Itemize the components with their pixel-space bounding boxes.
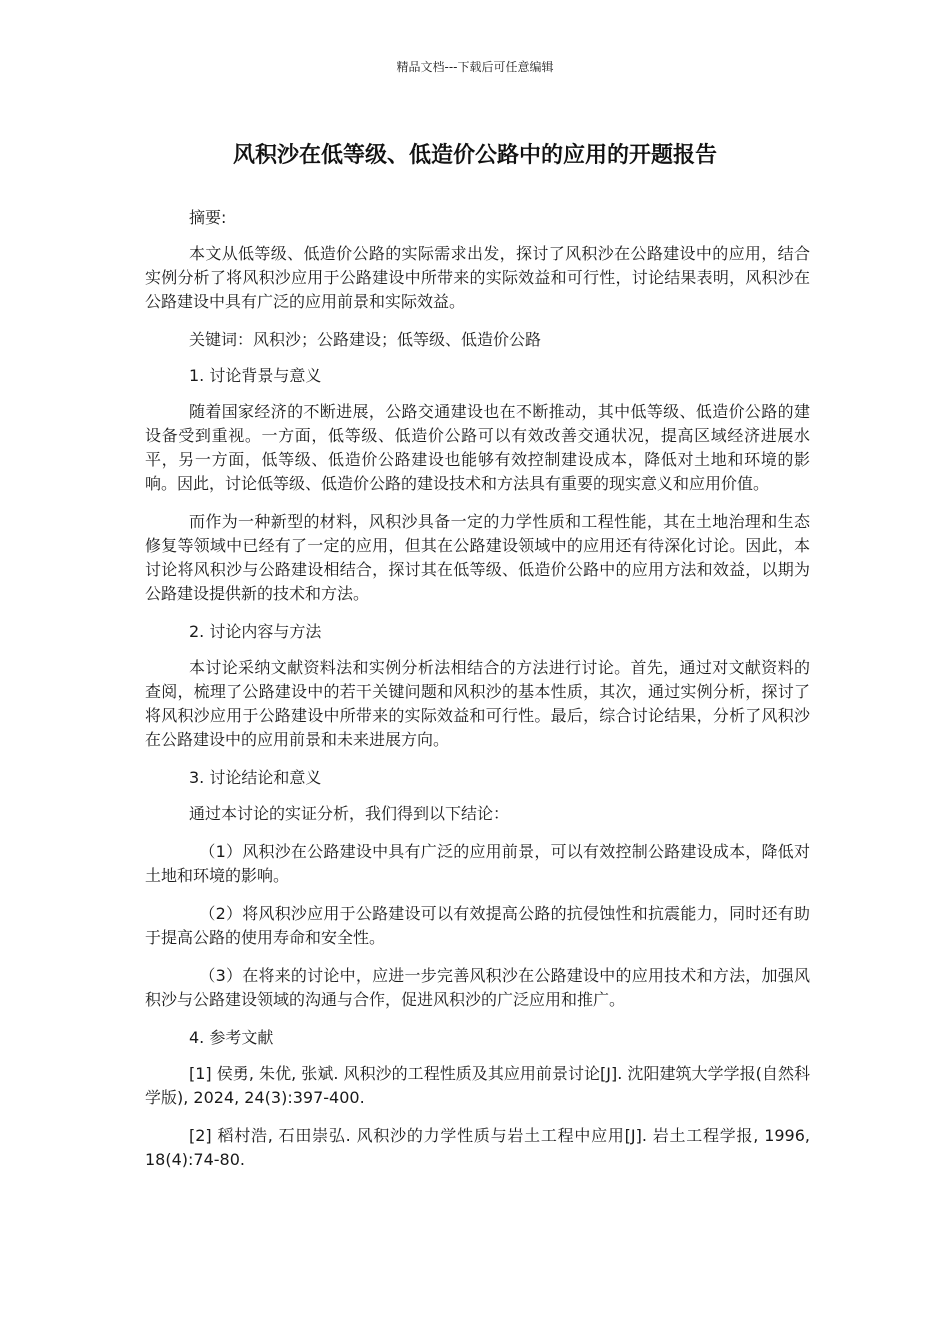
abstract-label: 摘要: <box>189 208 227 227</box>
document-body <box>145 206 810 1186</box>
conclusion-item-2: （2）将风积沙应用于公路建设可以有效提高公路的抗侵蚀性和抗震能力，同时还有助于提高公路的使用寿命和安全性。 <box>145 904 810 947</box>
section-heading-references: 4. 参考文献 <box>189 1028 274 1047</box>
document-title: 风积沙在低等级、低造价公路中的应用的开题报告 <box>232 143 717 168</box>
background-paragraph-2: 而作为一种新型的材料，风积沙具备一定的力学性质和工程性能，其在土地治理和生态修复等领域中已经有了一定的应用，但其在公路建设领域中的应用还有待深化讨论。因此，本讨论将风积沙与公路建设相结合，探讨其在低等级、低造价公路中的应用方法和效益，以期为公路建设提供新的技术和方法。 <box>145 512 810 603</box>
conclusion-item-1: （1）风积沙在公路建设中具有广泛的应用前景，可以有效控制公路建设成本，降低对土地和环境的影响。 <box>145 842 810 885</box>
header-note: 精品文档---下载后可任意编辑 <box>396 60 554 74</box>
section-heading-methods: 2. 讨论内容与方法 <box>189 622 322 641</box>
keywords: 关键词：风积沙；公路建设；低等级、低造价公路 <box>189 330 542 349</box>
methods-paragraph: 本讨论采纳文献资料法和实例分析法相结合的方法进行讨论。首先，通过对文献资料的查阅，梳理了公路建设中的若干关键问题和风积沙的基本性质，其次，通过实例分析，探讨了将风积沙应用于公路建设中所带来的实际效益和可行性。最后，综合讨论结果，分析了风积沙在公路建设中的应用前景和未来进展方向。 <box>145 658 810 749</box>
reference-item-2: [2] 稻村浩, 石田崇弘. 风积沙的力学性质与岩土工程中应用[J]. 岩土工程学报, 1996, 18(4):74-80. <box>145 1126 810 1169</box>
section-heading-conclusions: 3. 讨论结论和意义 <box>189 768 322 787</box>
section-heading-background: 1. 讨论背景与意义 <box>189 366 322 385</box>
abstract-paragraph: 本文从低等级、低造价公路的实际需求出发，探讨了风积沙在公路建设中的应用，结合实例分析了将风积沙应用于公路建设中所带来的实际效益和可行性，讨论结果表明，风积沙在公路建设中具有广泛的应用前景和实际效益。 <box>145 244 810 311</box>
reference-item-1: [1] 侯勇, 朱优, 张斌. 风积沙的工程性质及其应用前景讨论[J]. 沈阳建筑大学学报(自然科学版), 2024, 24(3):397-400. <box>145 1064 810 1107</box>
background-paragraph-1: 随着国家经济的不断进展，公路交通建设也在不断推动，其中低等级、低造价公路的建设备受到重视。一方面，低等级、低造价公路可以有效改善交通状况，提高区域经济进展水平，另一方面，低等级、低造价公路建设也能够有效控制建设成本，降低对土地和环境的影响。因此，讨论低等级、低造价公路的建设技术和方法具有重要的现实意义和应用价值。 <box>145 402 810 493</box>
conclusions-intro: 通过本讨论的实证分析，我们得到以下结论： <box>189 804 510 823</box>
conclusion-item-3: （3）在将来的讨论中，应进一步完善风积沙在公路建设中的应用技术和方法，加强风积沙与公路建设领域的沟通与合作，促进风积沙的广泛应用和推广。 <box>145 966 810 1009</box>
